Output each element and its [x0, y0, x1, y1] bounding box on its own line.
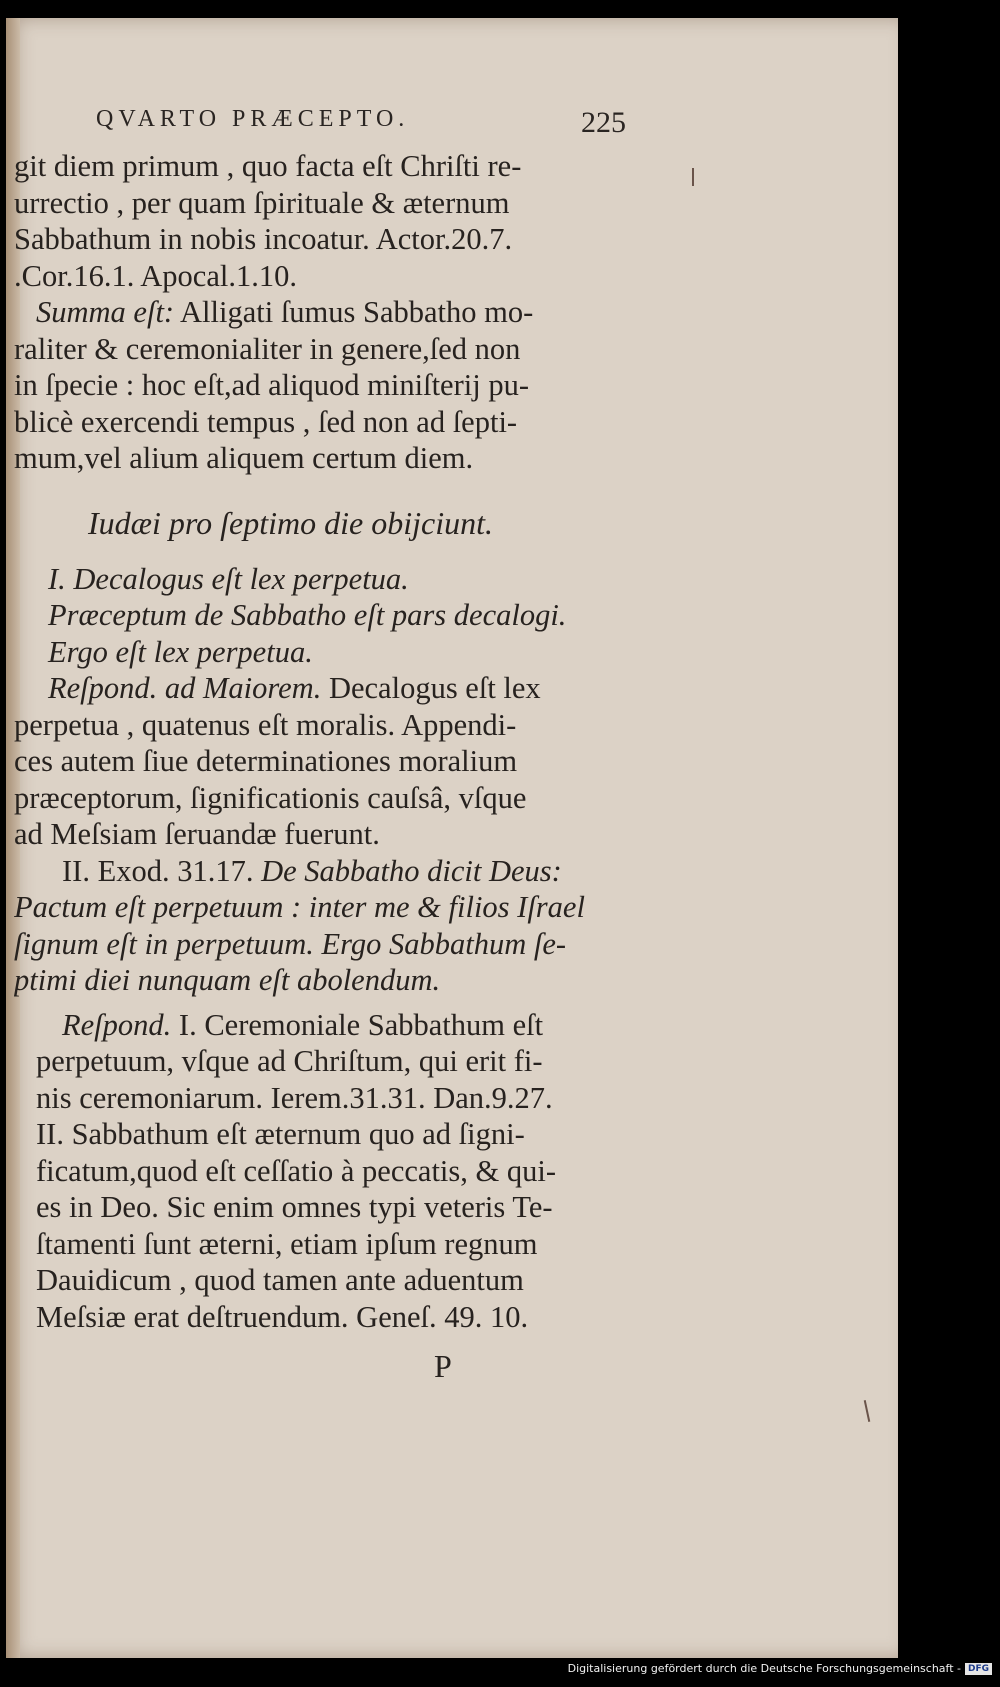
minor-premise: Præceptum de Sabbatho eſt pars decalogi.: [48, 598, 567, 632]
credit-text: Digitalisierung gefördert durch die Deutsche Forschungsgemeinschaft -: [567, 1662, 961, 1675]
text-line: git diem primum , quo facta eſt Chriſti re-: [14, 149, 522, 183]
text-line: ptimi diei nunquam eſt abolendum.: [14, 963, 441, 997]
text-line: urrectio , per quam ſpirituale & æternum: [14, 185, 510, 220]
text-line: es in Deo. Sic enim omnes typi veteris Te-: [36, 1190, 553, 1224]
text-line: ad Meſsiam ſeruandæ fuerunt.: [14, 817, 380, 851]
text-line: ſtamenti ſunt æterni, etiam ipſum regnum: [36, 1226, 538, 1261]
paragraph-1: [14, 148, 624, 294]
text-line: in ſpecie : hoc eſt,ad aliquod miniſterij pu-: [14, 368, 529, 402]
syllogism: [14, 561, 624, 671]
text-line: perpetua , quatenus eſt moralis. Appendi-: [14, 707, 517, 742]
text-line: ſignum eſt in perpetuum. Ergo Sabbathum ſe-: [14, 926, 567, 961]
text-line: Meſsiæ erat deſtruendum. Geneſ. 49. 10.: [36, 1299, 529, 1334]
text-line: ficatum,quod eſt ceſſatio à peccatis, & qui-: [36, 1153, 557, 1188]
text-line: præceptorum, ſignificationis cauſsâ, vſque: [14, 780, 527, 815]
text-line: Pactum eſt perpetuum : inter me & filios Iſrael: [14, 890, 585, 924]
section-heading: Iudæi pro ſeptimo die obijciunt.: [88, 504, 493, 541]
text-line: [14, 853, 624, 890]
book-page: [6, 18, 898, 1658]
response-lead: Reſpond. ad Maiorem.: [48, 671, 322, 705]
text-line: .Cor.16.1. Apocal.1.10.: [14, 258, 297, 293]
text-line: [14, 294, 624, 331]
dfg-logo: DFG: [965, 1663, 992, 1675]
text-line: raliter & ceremonialiter in genere,ſed non: [14, 331, 521, 366]
text-line: nis ceremoniarum. Ierem.31.31. Dan.9.27.: [36, 1080, 553, 1115]
text-line: Sabbathum in nobis incoatur. Actor.20.7.: [14, 222, 513, 256]
response-2: [14, 1007, 624, 1336]
page-number: 225: [581, 106, 626, 139]
signature-mark: P: [434, 1348, 452, 1384]
text-line: perpetuum, vſque ad Chriſtum, qui erit fi-: [36, 1044, 543, 1078]
conclusion: Ergo eſt lex perpetua.: [48, 634, 313, 669]
text-line: [14, 1007, 624, 1044]
margin-mark: [692, 168, 694, 186]
text-line: Dauidicum , quod tamen ante aduentum: [36, 1263, 524, 1297]
response-1: [14, 670, 624, 853]
objection-2: [14, 853, 624, 999]
page-text: [14, 148, 624, 1335]
margin-mark: [864, 1400, 871, 1422]
text-line: [14, 670, 624, 707]
summa-lead: Summa eſt:: [36, 295, 175, 329]
objection-lead: II. Exod. 31.17.: [62, 853, 254, 888]
paragraph-summa: [14, 294, 624, 477]
text-run: Decalogus eſt lex: [321, 671, 541, 705]
text-run: De Sabbatho dicit Deus:: [253, 853, 562, 888]
text-run: Alligati ſumus Sabbatho mo-: [174, 295, 534, 329]
text-run: I. Ceremoniale Sabbathum eſt: [171, 1007, 544, 1042]
digitization-credit: [568, 1662, 992, 1675]
major-premise: I. Decalogus eſt lex perpetua.: [48, 561, 409, 596]
page-header: [96, 106, 626, 142]
text-line: mum,vel alium aliquem certum diem.: [14, 441, 474, 475]
response-lead: Reſpond.: [62, 1007, 172, 1042]
text-line: blicè exercendi tempus , ſed non ad ſepti-: [14, 404, 518, 439]
text-line: ces autem ſiue determinationes moralium: [14, 744, 518, 778]
text-line: II. Sabbathum eſt æternum quo ad ſigni-: [36, 1117, 525, 1151]
running-head: QVARTO PRÆCEPTO.: [96, 106, 410, 132]
